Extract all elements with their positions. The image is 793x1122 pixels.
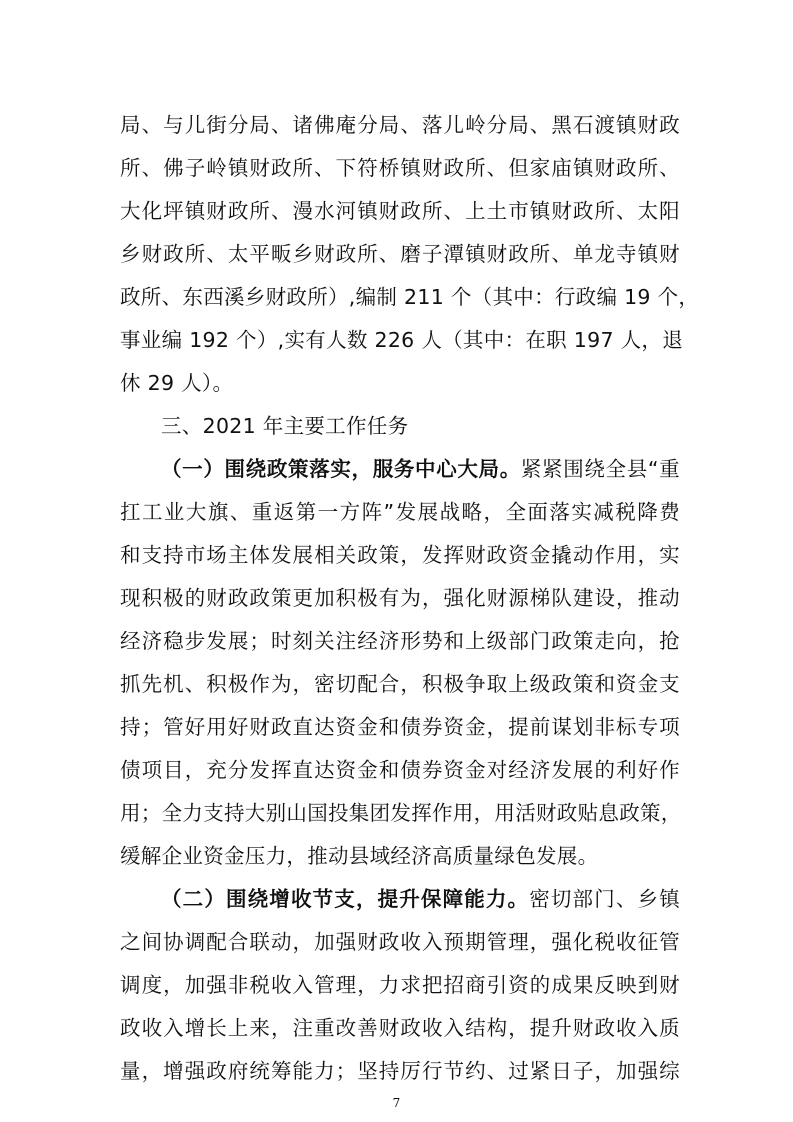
paragraph-line: 持；管好用好财政直达资金和债券资金，提前谋划非标专项 [120, 715, 680, 739]
paragraph-line: 之间协调配合联动，加强财政收入预期管理，强化税收征管 [120, 930, 680, 954]
paragraph-line: 大化坪镇财政所、漫水河镇财政所、上土市镇财政所、太阳 [120, 199, 680, 223]
item-bold-lead: （二）围绕增收节支，提升保障能力。 [161, 887, 530, 911]
paragraph-line: 经济稳步发展；时刻关注经济形势和上级部门政策走向，抢 [120, 629, 680, 653]
item-first-line-text: 紧紧围绕全县“重 [520, 457, 680, 481]
item-first-line-text: 密切部门、乡镇 [529, 887, 680, 911]
paragraph-line: 休 29 人）。 [120, 371, 234, 395]
paragraph-line: 债项目，充分发挥直达资金和债券资金对经济发展的利好作 [120, 758, 680, 782]
item-bold-lead: （一）围绕政策落实，服务中心大局。 [161, 457, 521, 481]
paragraph-line: 乡财政所、太平畈乡财政所、磨子潭镇财政所、单龙寺镇财 [120, 242, 680, 266]
paragraph-line: 事业编 192 个）,实有人数 226 人（其中：在职 197 人，退 [120, 328, 683, 352]
paragraph-line: 政收入增长上来，注重改善财政收入结构，提升财政收入质 [120, 1016, 680, 1040]
paragraph-line: 调度，加强非税收入管理，力求把招商引资的成果反映到财 [120, 973, 680, 997]
item-first-line [161, 456, 680, 482]
paragraph-line: 现积极的财政政策更加积极有为，强化财源梯队建设，推动 [120, 586, 680, 610]
paragraph-line: 和支持市场主体发展相关政策，发挥财政资金撬动作用，实 [120, 543, 680, 567]
paragraph-line: 扛工业大旗、重返第一方阵”发展战略，全面落实减税降费 [120, 500, 680, 524]
section-heading: 三、2021 年主要工作任务 [161, 414, 409, 438]
page-number: 7 [392, 1096, 401, 1110]
item-first-line [161, 886, 680, 912]
paragraph-line: 缓解企业资金压力，推动县域经济高质量绿色发展。 [120, 844, 599, 868]
paragraph-line: 局、与儿街分局、诸佛庵分局、落儿岭分局、黑石渡镇财政 [120, 113, 680, 137]
paragraph-line: 政所、东西溪乡财政所）,编制 211 个（其中：行政编 19 个， [120, 285, 700, 309]
paragraph-line: 所、佛子岭镇财政所、下符桥镇财政所、但家庙镇财政所、 [120, 156, 680, 180]
paragraph-line: 抓先机、积极作为，密切配合，积极争取上级政策和资金支 [120, 672, 680, 696]
paragraph-line: 量，增强政府统筹能力；坚持厉行节约、过紧日子，加强综 [120, 1059, 680, 1083]
paragraph-line: 用；全力支持大别山国投集团发挥作用，用活财政贴息政策， [120, 801, 682, 825]
